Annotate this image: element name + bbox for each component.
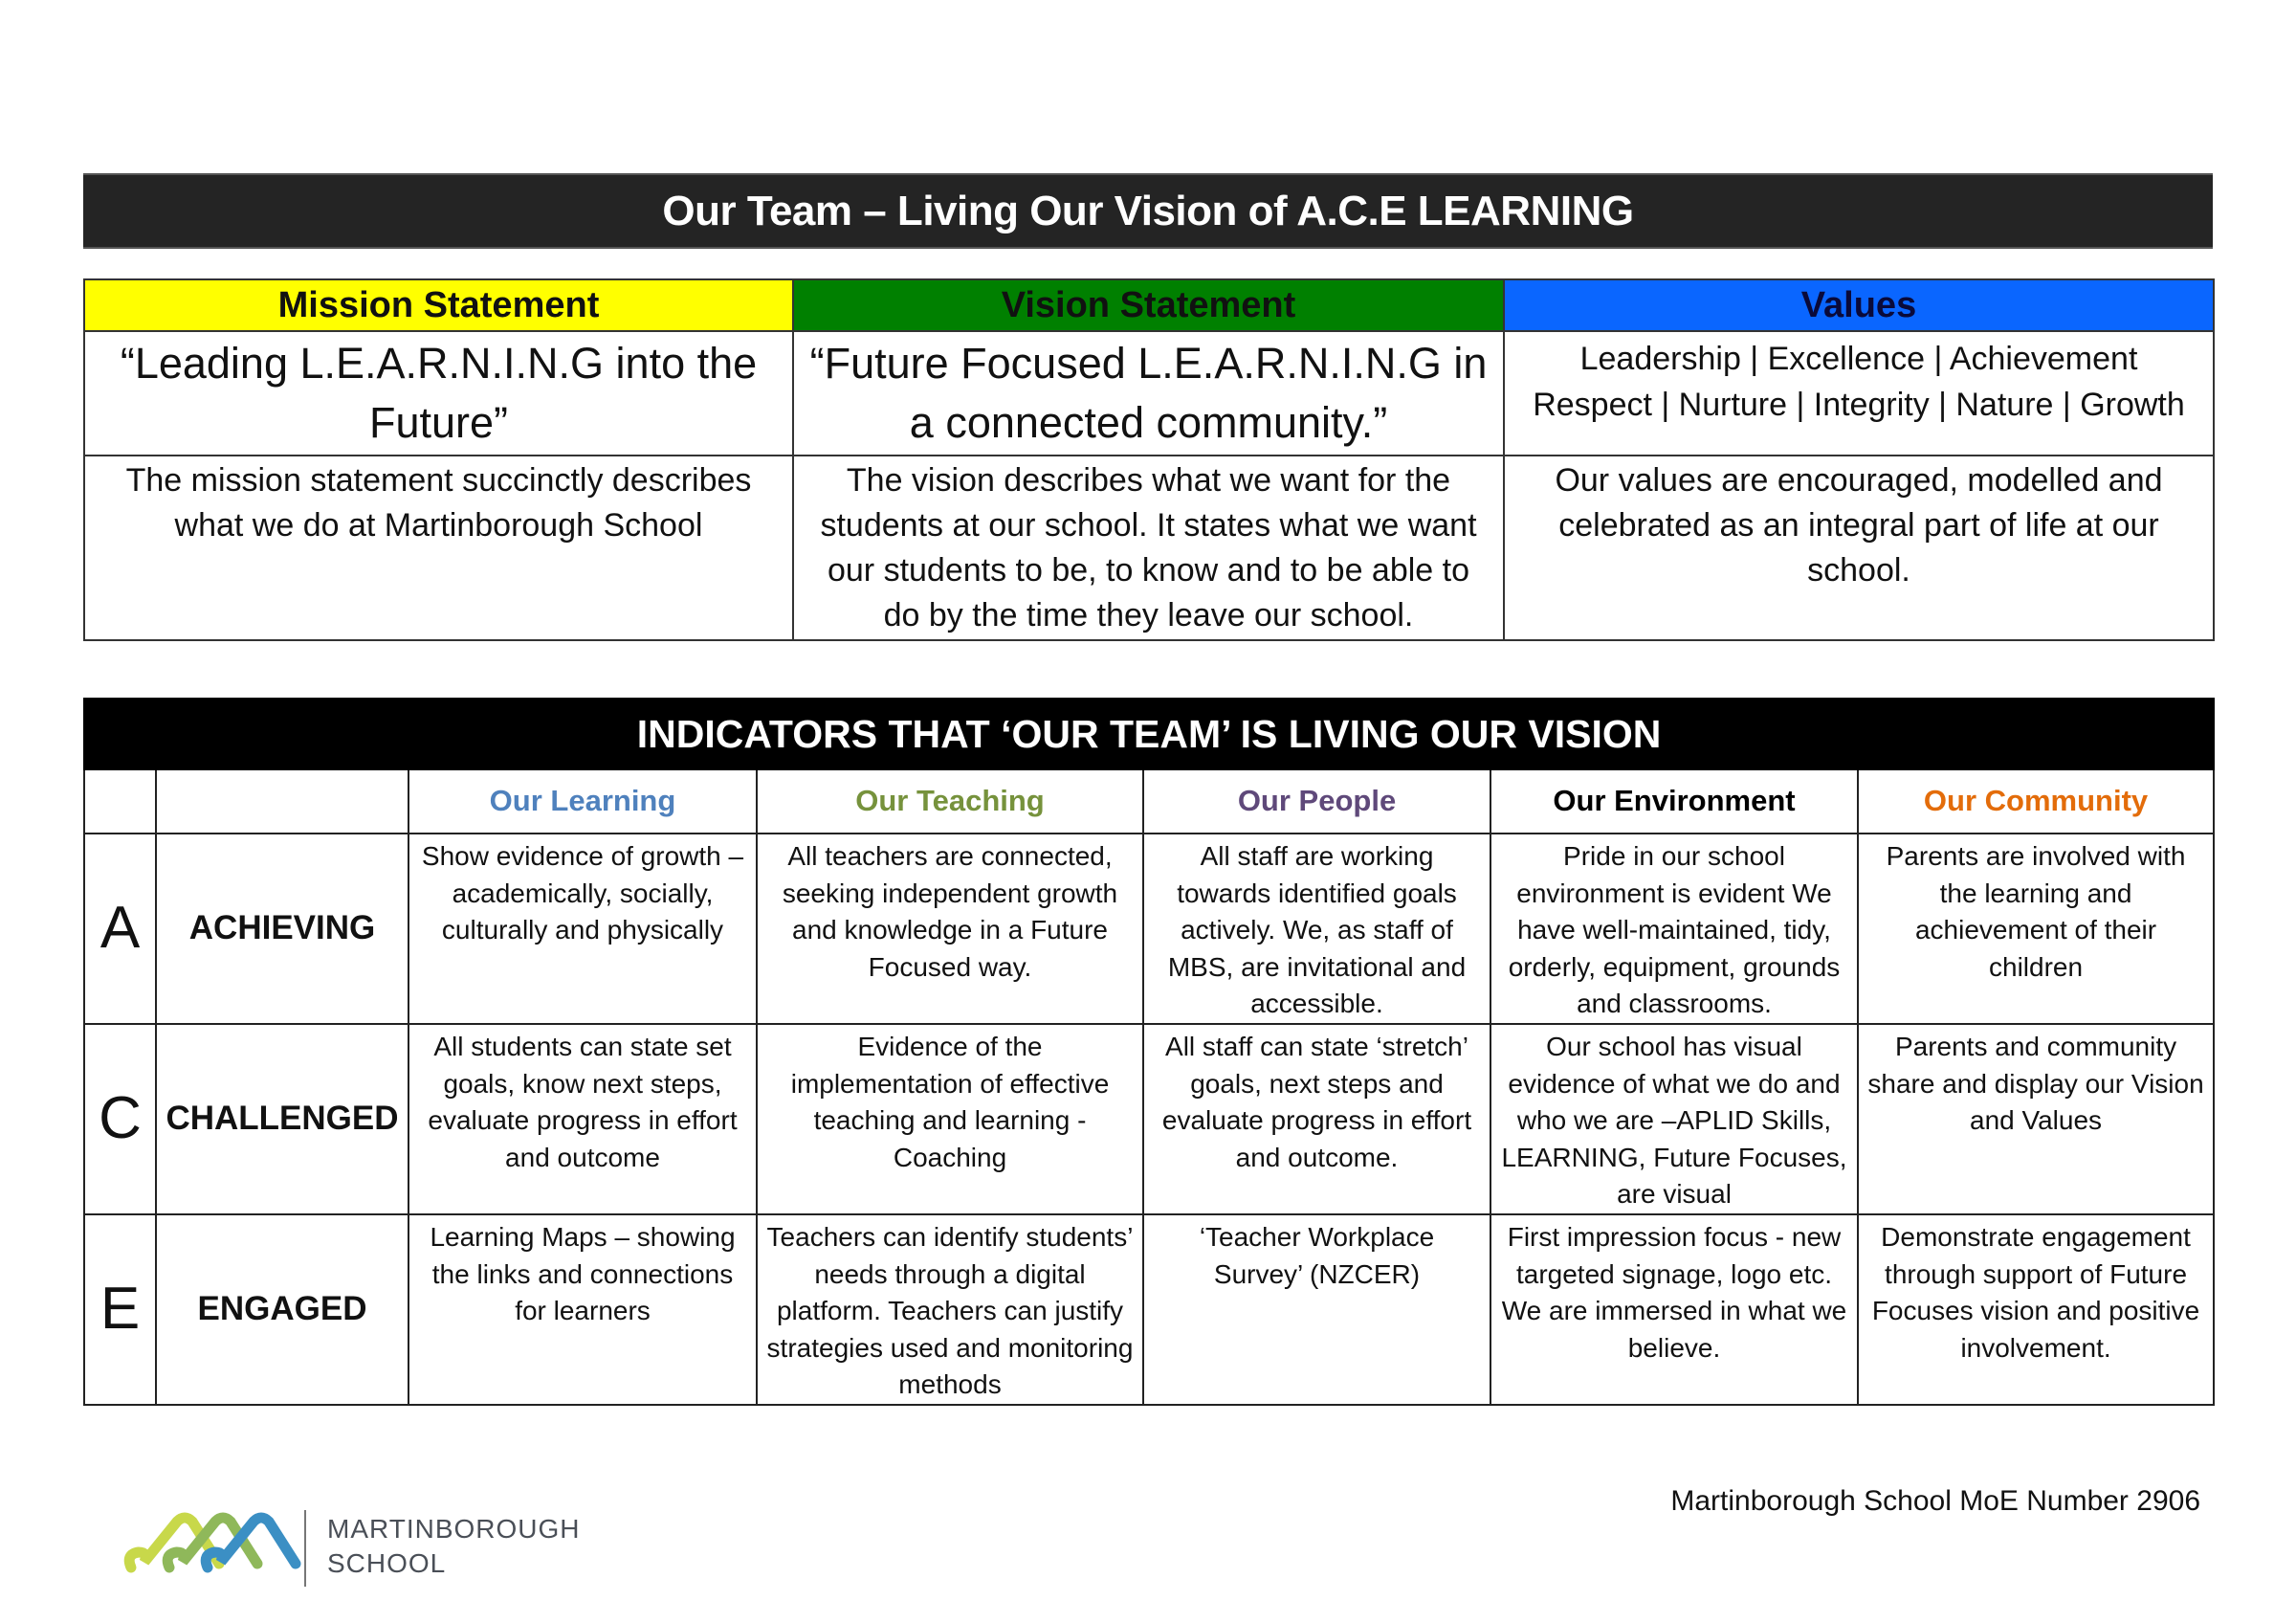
mission-header: Mission Statement — [84, 279, 793, 331]
indicator-cell: All teachers are connected, seeking independent growth and knowledge in a Future Focused way. — [757, 834, 1143, 1024]
column-header-people: Our People — [1143, 769, 1490, 834]
values-description: Our values are encouraged, modelled and celebrated as an integral part of life at our school. — [1504, 456, 2214, 640]
vision-statement: “Future Focused L.E.A.R.N.I.N.G in a connected community.” — [793, 331, 1504, 456]
indicator-cell: ‘Teacher Workplace Survey’ (NZCER) — [1143, 1214, 1490, 1405]
indicators-heading-row — [84, 699, 2214, 769]
indicators-column-header-row — [84, 769, 2214, 834]
statement-header-row — [84, 279, 2214, 331]
indicator-cell: All students can state set goals, know next steps, evaluate progress in effort and outcome — [408, 1024, 757, 1214]
column-header-environment: Our Environment — [1490, 769, 1858, 834]
page-title: Our Team – Living Our Vision of A.C.E LEARNING — [662, 187, 1634, 234]
mission-statement: “Leading L.E.A.R.N.I.N.G into the Future” — [84, 331, 793, 456]
column-header-teaching: Our Teaching — [757, 769, 1143, 834]
indicator-cell: First impression focus - new targeted signage, logo etc. We are immersed in what we believe. — [1490, 1214, 1858, 1405]
column-header-community: Our Community — [1858, 769, 2214, 834]
values-list: Leadership | Excellence | Achievement Respect | Nurture | Integrity | Nature | Growth — [1504, 331, 2214, 456]
indicators-heading: INDICATORS THAT ‘OUR TEAM’ IS LIVING OUR VISION — [84, 699, 2214, 769]
indicator-cell: Our school has visual evidence of what we do and who we are –APLID Skills, LEARNING, Future Focuses, are visual — [1490, 1024, 1858, 1214]
statement-table — [83, 278, 2215, 641]
indicator-cell: Parents and community share and display our Vision and Values — [1858, 1024, 2214, 1214]
vision-description: The vision describes what we want for the students at our school. It states what we want our students to be, to know and to be able to do by the time they leave our school. — [793, 456, 1504, 640]
indicator-cell: Teachers can identify students’ needs through a digital platform. Teachers can justify strategies used and monitoring methods — [757, 1214, 1143, 1405]
school-logo-icon — [120, 1504, 301, 1590]
indicator-cell: Evidence of the implementation of effective teaching and learning - Coaching — [757, 1024, 1143, 1214]
vision-header: Vision Statement — [793, 279, 1504, 331]
indicator-cell: Learning Maps – showing the links and connections for learners — [408, 1214, 757, 1405]
statement-row — [84, 331, 2214, 456]
table-row-achieving — [84, 834, 2214, 1024]
indicator-cell: All staff can state ‘stretch’ goals, next steps and evaluate progress in effort and outcome. — [1143, 1024, 1490, 1214]
logo-school-word: SCHOOL — [327, 1548, 447, 1578]
table-row-challenged — [84, 1024, 2214, 1214]
mission-description: The mission statement succinctly describes what we do at Martinborough School — [84, 456, 793, 640]
indicators-table — [83, 698, 2215, 1406]
row-letter: A — [84, 834, 156, 1024]
table-row-engaged — [84, 1214, 2214, 1405]
row-label: ENGAGED — [156, 1214, 408, 1405]
logo-school-name: MARTINBOROUGH — [327, 1514, 581, 1544]
empty-header-cell — [84, 769, 156, 834]
indicator-cell: Demonstrate engagement through support of Future Focuses vision and positive involvement. — [1858, 1214, 2214, 1405]
indicator-cell: Show evidence of growth – academically, socially, culturally and physically — [408, 834, 757, 1024]
empty-header-cell — [156, 769, 408, 834]
column-header-learning: Our Learning — [408, 769, 757, 834]
values-header: Values — [1504, 279, 2214, 331]
row-letter: E — [84, 1214, 156, 1405]
page-title-bar — [83, 173, 2213, 249]
indicator-cell: All staff are working towards identified goals actively. We, as staff of MBS, are invitational and accessible. — [1143, 834, 1490, 1024]
row-label: ACHIEVING — [156, 834, 408, 1024]
moe-number: Martinborough School MoE Number 2906 — [1670, 1485, 2200, 1517]
indicator-cell: Pride in our school environment is evident We have well-maintained, tidy, orderly, equipment, grounds and classrooms. — [1490, 834, 1858, 1024]
logo-divider — [304, 1510, 306, 1587]
indicator-cell: Parents are involved with the learning and achievement of their children — [1858, 834, 2214, 1024]
row-label: CHALLENGED — [156, 1024, 408, 1214]
row-letter: C — [84, 1024, 156, 1214]
description-row — [84, 456, 2214, 640]
